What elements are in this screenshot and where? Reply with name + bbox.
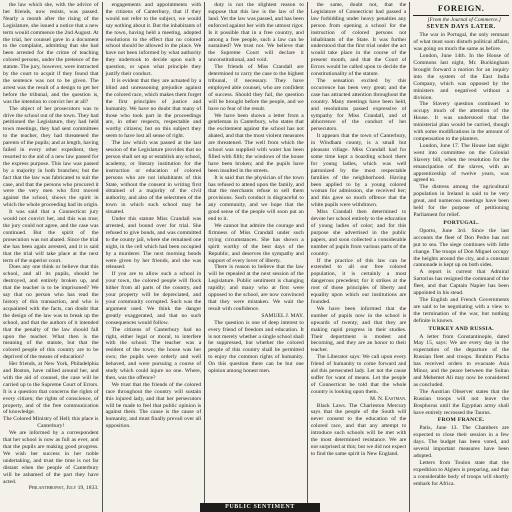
section-heading: TURKEY AND RUSSIA.	[428, 325, 494, 332]
column-5-foreign-news	[409, 2, 509, 512]
divider	[413, 15, 509, 16]
column-4	[307, 2, 407, 512]
paragraph: The law which was passed at the last session of the Legislature provides that no person shall set up or establish any school, academy, or literary institution for the instruction or education of colored persons who are not inhabitants of this State, without the consent in writing first obtained of a majority of the civil authority, and also of the selectmen of the town in which such school may be situated.	[105, 140, 202, 216]
bottom-banner: PUBLIC SENTIMENT	[200, 503, 320, 512]
paragraph: We trust that the friends of the colored race throughout the country will sustain this injured lady, and that her persecutors will be made to feel that public opinion is against them. The cause is the cause of humanity, and must finally prevail over all opposition.	[105, 381, 202, 430]
paragraph: Under this statute Miss Crandall was arrested, and bound over for trial. She refused to give bonds, and was committed to the county jail, where she remained one night, in the cell which had been occupied by a murderer. The next morning bonds were given by her friends, and she was released.	[105, 216, 202, 271]
paragraph: Her friends, at New York, Philadelphia and Boston, have rallied around her, and with the aid of counsel, the case will be carried up to the Supreme Court of Errors. It is a question that concerns the rights of every citizen; the rights of conscience, of property, and of the free communication of knowledge.	[3, 361, 99, 416]
paragraph: The war in Portugal, the only remnant of what must soon disturb political affairs, was going on much the same as before.	[413, 32, 509, 53]
signature: Philanthropist, July 19, 1833.	[28, 485, 99, 492]
paragraph: The distress among the agricultural population in Ireland is said to be very great, and numerous meetings have been held for the purpose of petitioning Parliament for relief.	[413, 184, 509, 218]
paragraph: We are informed by a correspondent that her school is now as full as ever, and that the pupils are making good progress. We wish her success in her noble undertaking, and trust the time is not far distant when the people of Canterbury will be ashamed of the part they have acted.	[3, 430, 99, 485]
paragraph: The object of her prosecutors was to drive the school out of the town. They had petitioned the Legislature, they had held town meetings, they had sent committees to the teacher, they had threatened the parents of the pupils; and at length, having failed in every other expedient, they resorted to the aid of a new law passed for the express purpose. This law was passed by a majority in both branches; but the fact that the law was fabricated to suit the case, and that the persons who procured it were the very men who first moved against the school, shows the spirit in which the whole proceeding had its origin.	[3, 105, 99, 209]
paragraph: Oporto, June 3rd. Since the last accounts the fleet of Don Pedro has not put to sea. The siege continues with little change. The troops of Don Miguel occupy the heights around the city, and a constant cannonade is kept up on both sides.	[413, 227, 509, 269]
section-heading: SEVEN DAYS LATER.	[426, 24, 496, 31]
paragraph: Does any one think or believe that this school, and all its pupils, should be destroyed, and entirely broken up, and that the teacher is to be imprisoned? We say that no person who has read the history of this transaction, and who is acquainted with the facts, can doubt that the design of the law was to break up the school, and that the authors of it intended that the penalty of the law should fall upon the teacher. What then is the meaning of the statute, but that the colored people of this country are to be deprived of the means of education?	[3, 264, 99, 361]
paragraph: The Slavery question continued to occupy much of the attention of the House. It was understood that the ministerial plan would be carried, though with some modifications in the amount of compensation to the planters.	[413, 101, 509, 142]
paragraph: Black Laws. The Charleston Mercury says that the people of the South will never consent to the education of the colored race, and that any attempt to introduce such schools will be met with the most determined resistance. We are not surprised at this; but we did not expect to find the same spirit in New England.	[310, 402, 407, 457]
signature: M. N. Eastman.	[370, 395, 407, 402]
paragraph: It is said that the physician of the town has refused to attend upon the family, and that the merchants refuse to sell them provisions. Such conduct is disgraceful to any community, and we hope that the good sense of the people will soon put an end to it.	[208, 174, 304, 223]
paragraph: engagements and appointments with the citizens of Canterbury, that if they would not refer to the subject, we would say nothing about it. But the inhabitants of the town, having held a meeting, adopted resolutions to the effect that no colored school should be allowed in the place. We have not been informed by what authority they undertook to decide upon such a question, or upon what principle they justify their conduct.	[105, 2, 202, 78]
paragraph: It was said that a Connecticut jury would not convict her, and this was true; the jury could not agree, and the case was continued. But the spirit of the prosecution was not abated. Since the trial she has been again arrested, and it is said that the trial will take place at the next term of the superior court.	[3, 209, 99, 264]
paragraph: London, June 17. The House last night went into committee on the Colonial Slavery bill, when the resolution for the emancipation of the slaves, with an apprenticeship of twelve years, was agreed to.	[413, 142, 509, 184]
paragraph: We cannot but admire the courage and firmness of Miss Crandall under such trying circumstances. She has shown a spirit worthy of the best days of the Republic, and deserves the sympathy and support of every lover of liberty.	[208, 223, 304, 264]
paragraph: It appears that the town of Canterbury, in Windham county, is a small but pleasant village. Miss Crandall had for some time kept a boarding school there for young ladies, which was well patronized by the most respectable families of the neighborhood. Having been applied to by a young colored woman for admission, she received her; and this gave so much offence that the white pupils were withdrawn.	[310, 133, 407, 209]
paragraph: If you are to allow such a school in your town, the colored people will flock hither from all parts of the country, and your property will be depreciated, and your community corrupted. Such was the argument used. We think the danger greatly exaggerated, and that no such consequences would follow.	[105, 271, 202, 326]
paragraph: The sensation excited by this occurrence has been very great; and the case has attracted attention throughout the country. Many meetings have been held, and resolutions passed expressive of sympathy for Miss Crandall, and of abhorrence of the conduct of her persecutors.	[310, 77, 407, 133]
paragraph: London, June 14th. In the House of Commons last night, Mr. Buckingham brought forward a motion for an inquiry into the system of the East India Company, which was opposed by the ministers and negatived without a division.	[413, 53, 509, 101]
paragraph: We have been shown a letter from a gentleman in Canterbury, who states that the excitement against the school has not abated, and that the most violent measures are threatened. The well from which the school was supplied with water has been filled with filth; the windows of the house have been broken; and the pupils have been insulted in the streets.	[208, 112, 304, 174]
paragraph: We have been informed that the number of pupils now in the school is upwards of twenty, and that they are making rapid progress in their studies. Their deportment is modest and becoming, and they are an honor to their teacher.	[310, 305, 407, 354]
paragraph: The Austrian Observer states that the Russian troops will not leave the Bosphorus until the Egyptian army shall have entirely recrossed the Taurus.	[413, 388, 509, 416]
paragraph: Paris, June 13. The Chambers are expected to close their session in a few days. The budget has been voted, and several important measures have been adopted.	[413, 425, 509, 460]
paragraph: The Colored Ministry of Hell; this place is Canterbury!	[3, 416, 99, 430]
paragraph: the law which she, with the advice of her friends, now resists, was passed. Nearly a month after the rising of the Legislature, she issued a notice that a new term would commence the 2nd August. At the trial, her counsel gave in a document to the complaint, admitting that she had been arrested for the crime of teaching colored persons, under the pretence of the statute. The jury, however, were instructed by the court to acquit if they found that the sentence was not to be given. The arrest was the result of a design to get her before the tribunal, and the question is, was the intention to convict her at all?	[3, 2, 99, 105]
paragraph: The Liberator says: We call upon every friend of humanity to come forward and aid this persecuted lady. Let not the cause suffer for want of means. Let the people of Connecticut be told that the whole country is looking upon them.	[310, 354, 407, 395]
signature: SAMUEL J. MAY.	[261, 312, 304, 319]
paragraph: A report is current that Admiral Sartorius has resigned the command of the fleet, and that Captain Napier has been appointed in his stead.	[413, 269, 509, 297]
paragraph: If the practice of this law can be extended to all our free colored population, it is certainly a most dangerous precedent; for it strikes at the root of those principles of liberty and equality upon which our institutions are founded.	[310, 257, 407, 305]
paragraph: The citizens of Canterbury had no right, either legal or moral, to interfere with the school. The teacher was a resident of the town; the house was her own; the pupils were orderly and well behaved, and were pursuing a course of study which could injure no one. Where, then, was the offence?	[105, 326, 202, 381]
column-1-body	[3, 2, 99, 492]
paragraph: the same, doubt not, that the Legislature of Connecticut had passed a law forbidding under heavy penalties any person from opening a school for the instruction of colored persons not inhabitants of the State. It was further understood that the first trial under the act would take place in the course of the present month, and that the Court of Errors would be called upon to decide the constitutionality of the statute.	[310, 2, 407, 78]
paragraph: Letters from Toulon state that the expedition to Algiers is preparing, and that a considerable body of troops will shortly embark for Africa.	[413, 459, 509, 487]
column-2	[102, 2, 202, 512]
section-heading: FROM FRANCE.	[437, 417, 485, 424]
source-line: [From the Journal of Commerce.]	[427, 17, 501, 23]
paragraph: A letter from Constantinople, dated May 15, says: We are every day in the expectation of the departure of the Russian fleet and troops. Ibrahim Pacha has received orders to evacuate Asia Minor, and the peace between the Sultan and Mehemet Ali may now be considered as concluded.	[413, 333, 509, 388]
paragraph: The English and French Governments are said to be negotiating with a view to the termination of the war, but nothing definite is known.	[413, 296, 509, 324]
paragraph: There is reason to believe that the law will be repealed at the next session of the Legislature. Public sentiment is changing rapidly; and many who at first were opposed to the school, are now convinced that they were mistaken. We wait the result with confidence.	[208, 264, 304, 312]
paragraph: Miss Crandall then determined to devote her school entirely to the education of young ladies of color; and for this purpose she advertised in the public papers, and soon collected a considerable number of pupils from various parts of the country.	[310, 209, 407, 257]
paragraph: The friends of Miss Crandall are determined to carry the case to the highest tribunal, if necessary. They have employed able counsel, who are confident of success. Should they fail, the question will be brought before the people, and we have no fear of the result.	[208, 64, 304, 112]
paragraph: It is evident that they are actuated by a blind and unreasoning prejudice against the colored race, which makes them forget the first principles of justice and humanity. We have no doubt that many of those who took part in the proceedings are, in other respects, respectable and worthy citizens; but on this subject they seem to have lost all sense of right.	[105, 77, 202, 140]
section-title: FOREIGN.	[437, 3, 485, 13]
column-1	[3, 2, 99, 512]
section-heading: PORTUGAL.	[443, 219, 479, 226]
column-3	[204, 2, 304, 512]
paragraph: duty is not the slightest reason to suppose that this law is the law of the land. Yet the law was passed, and has been enforced against her with the utmost rigor. Is it possible that in a free country, and among a free people, such a law can be sustained? We trust not. We believe that the Supreme Court will declare it unconstitutional, and void.	[208, 2, 304, 64]
paragraph: The question is one of deep interest to every friend of freedom and education. It is not merely whether a single school shall be suppressed, but whether the colored people of this country shall be permitted to enjoy the common rights of humanity. On this question there can be but one opinion among honest men.	[208, 319, 304, 375]
